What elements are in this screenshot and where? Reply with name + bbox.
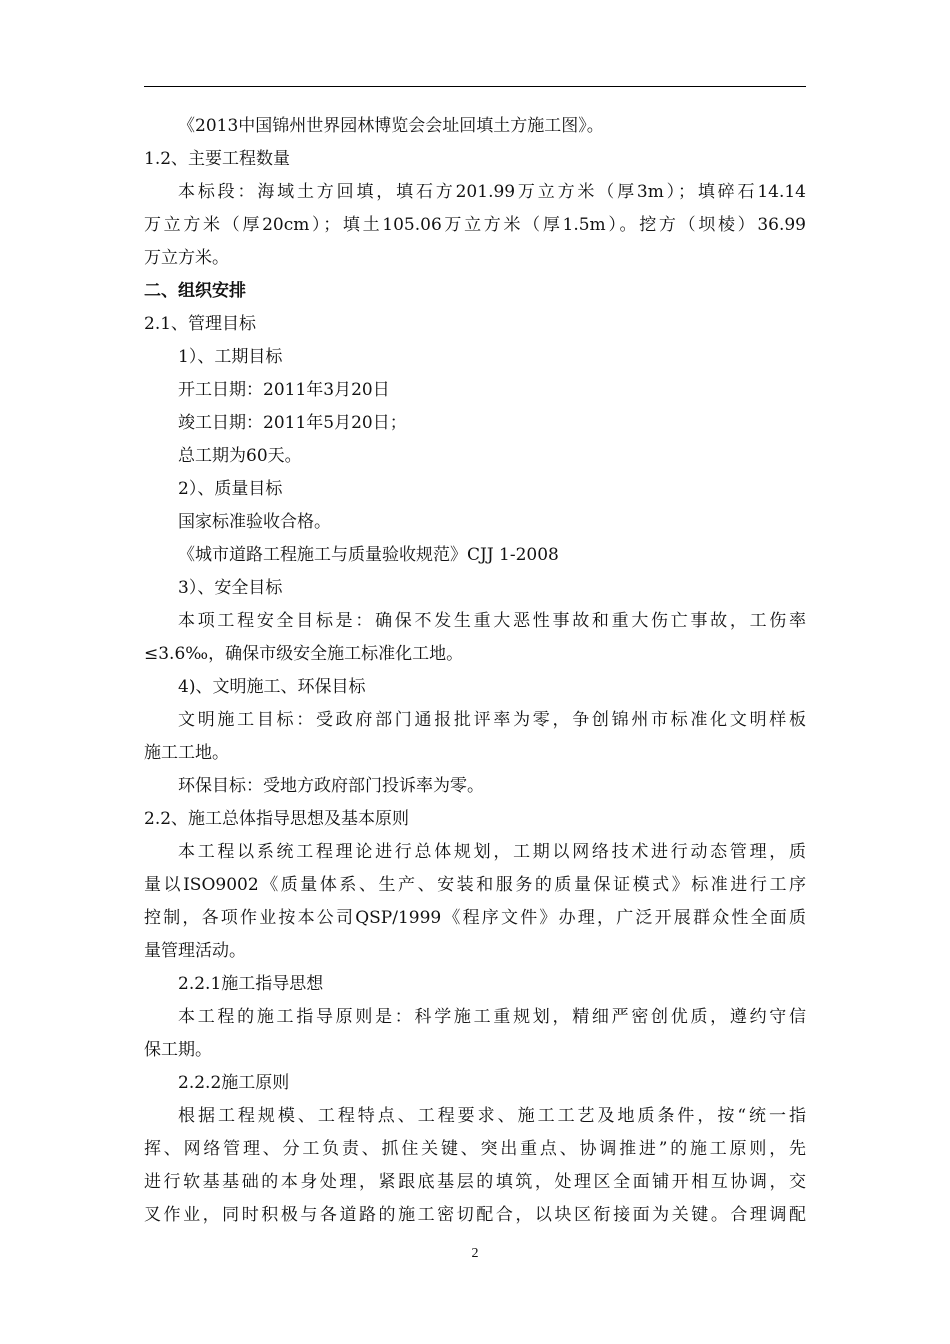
text-line: 根据工程规模、工程特点、工程要求、施工工艺及地质条件，按“统一指 bbox=[178, 1106, 806, 1126]
text-line: 万立方米。 bbox=[144, 248, 229, 268]
subsection-heading: 4)、文明施工、环保目标 bbox=[178, 677, 366, 697]
text-line: 本标段：海域土方回填，填石方201.99万立方米（厚3m）；填碎石14.14 bbox=[178, 182, 806, 202]
text-line: 本工程以系统工程理论进行总体规划，工期以网络技术进行动态管理，质 bbox=[178, 842, 806, 862]
text-line: 本工程的施工指导原则是：科学施工重规划，精细严密创优质，遵约守信 bbox=[178, 1007, 806, 1027]
text-line: 总工期为60天。 bbox=[178, 446, 302, 466]
text-line: 开工日期：2011年3月20日 bbox=[178, 380, 390, 400]
section-heading: 1.2、主要工程数量 bbox=[144, 149, 291, 169]
text-line: 控制，各项作业按本公司QSP/1999《程序文件》办理，广泛开展群众性全面质 bbox=[144, 908, 806, 928]
document-body bbox=[144, 110, 806, 1232]
text-line: ≤3.6‰，确保市级安全施工标准化工地。 bbox=[144, 644, 464, 664]
page-number: 2 bbox=[471, 1246, 479, 1261]
subsection-heading: 2）、质量目标 bbox=[178, 479, 283, 499]
text-line: 挥、网络管理、分工负责、抓住关键、突出重点、协调推进”的施工原则，先 bbox=[144, 1139, 806, 1159]
text-line: 文明施工目标：受政府部门通报批评率为零，争创锦州市标准化文明样板 bbox=[178, 710, 806, 730]
header-rule bbox=[144, 86, 806, 87]
subsection-heading: 2.2.2施工原则 bbox=[178, 1073, 290, 1093]
subsection-heading: 2.2.1施工指导思想 bbox=[178, 974, 324, 994]
text-line: 竣工日期：2011年5月20日； bbox=[178, 413, 407, 433]
section-heading: 2.2、施工总体指导思想及基本原则 bbox=[144, 809, 410, 829]
text-line: 进行软基基础的本身处理，紧跟底基层的填筑，处理区全面铺开相互协调，交 bbox=[144, 1172, 806, 1192]
text-line: 叉作业，同时积极与各道路的施工密切配合，以块区衔接面为关键。合理调配 bbox=[144, 1205, 806, 1225]
text-line: 施工工地。 bbox=[144, 743, 229, 763]
text-line: 万立方米（厚20cm）；填土105.06万立方米（厚1.5m）。挖方（坝棱）36.99 bbox=[144, 215, 806, 235]
section-heading: 2.1、管理目标 bbox=[144, 314, 257, 334]
subsection-heading: 1）、工期目标 bbox=[178, 347, 283, 367]
text-line: 本项工程安全目标是：确保不发生重大恶性事故和重大伤亡事故，工伤率 bbox=[178, 611, 806, 631]
text-line: 《城市道路工程施工与质量验收规范》CJJ 1-2008 bbox=[178, 545, 559, 565]
text-line: 《2013中国锦州世界园林博览会会址回填土方施工图》。 bbox=[178, 116, 604, 136]
text-line: 量管理活动。 bbox=[144, 941, 246, 961]
subsection-heading: 3）、安全目标 bbox=[178, 578, 283, 598]
text-line: 国家标准验收合格。 bbox=[178, 512, 331, 532]
text-line: 环保目标：受地方政府部门投诉率为零。 bbox=[178, 776, 484, 796]
chapter-heading: 二、组织安排 bbox=[144, 281, 246, 301]
text-line: 量以ISO9002《质量体系、生产、安装和服务的质量保证模式》标准进行工序 bbox=[144, 875, 806, 895]
text-line: 保工期。 bbox=[144, 1040, 212, 1060]
